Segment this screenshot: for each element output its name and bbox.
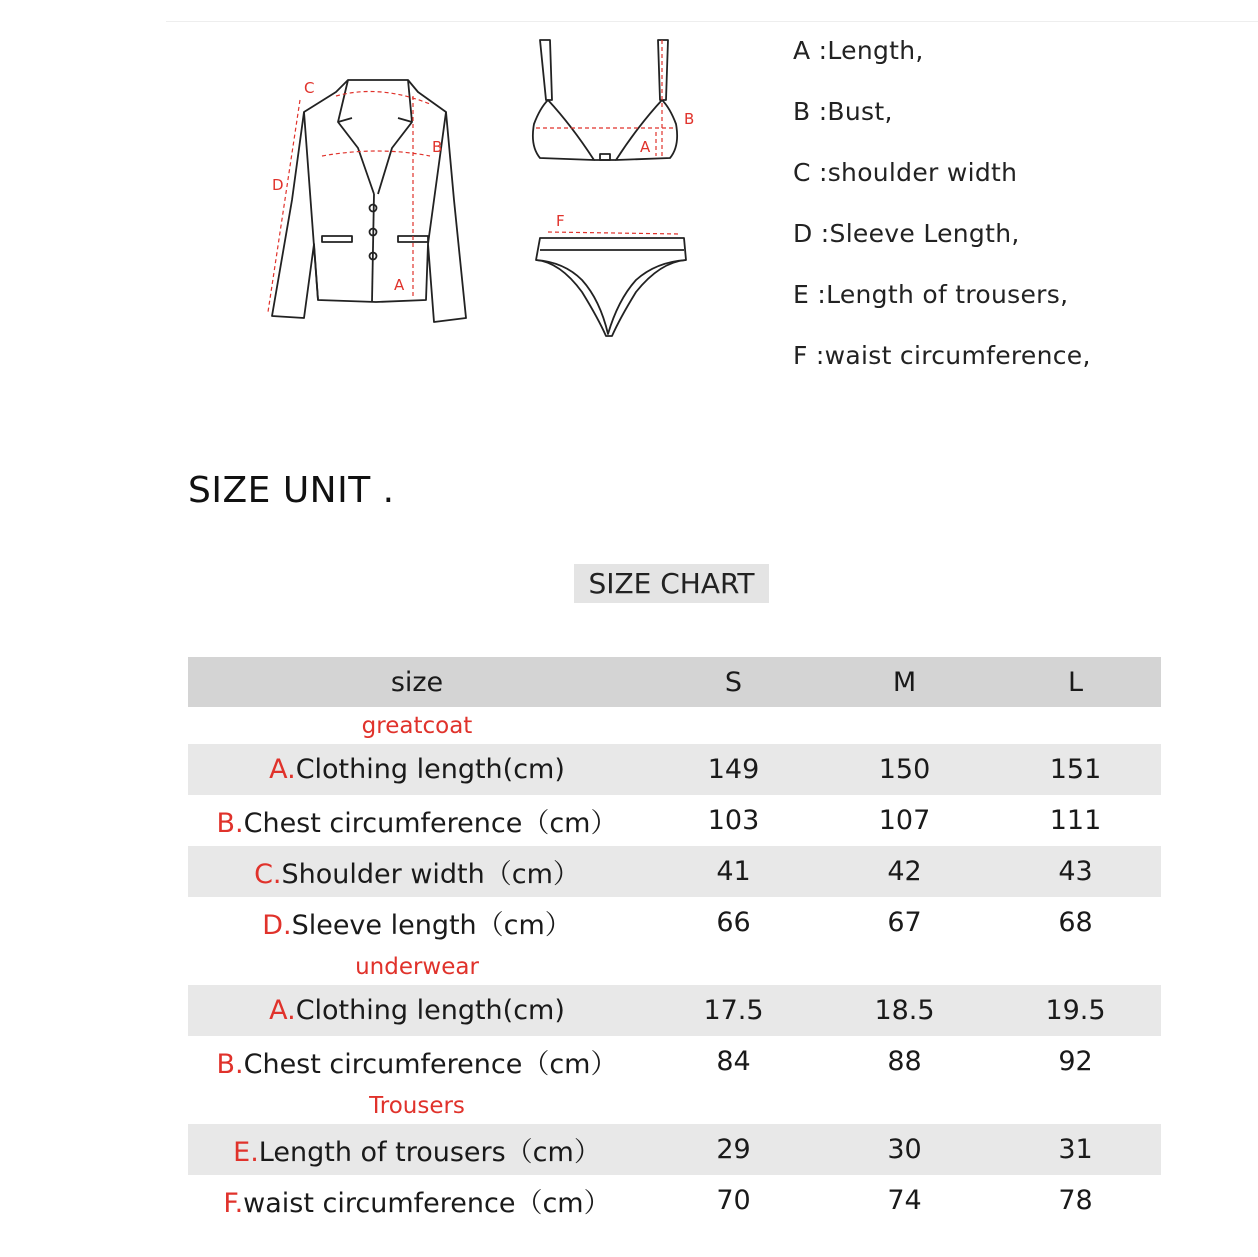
row-label-text: Chest circumference（cm）: [243, 808, 618, 839]
cell-l: 92: [1058, 1046, 1093, 1077]
jacket-labels: [272, 79, 442, 294]
cell-s: 84: [716, 1046, 751, 1077]
table-row: [188, 846, 1161, 897]
section-title: Trousers: [369, 1092, 465, 1119]
row-letter: A.: [269, 754, 296, 785]
row-label-text: Chest circumference（cm）: [243, 1049, 618, 1080]
garment-measurement-diagram: [240, 30, 720, 360]
table-row: [188, 985, 1161, 1036]
row-label-text: waist circumference（cm）: [243, 1188, 611, 1219]
jacket-label-a: A: [394, 276, 405, 294]
table-row: [188, 897, 1161, 948]
row-label: [188, 1130, 646, 1169]
table-row: [188, 1124, 1161, 1175]
header-size-l: L: [1067, 666, 1084, 698]
legend-item-f: F :waist circumference,: [793, 341, 1091, 370]
measurement-legend: [793, 33, 1233, 399]
row-letter: A.: [269, 995, 296, 1026]
size-unit-heading: SIZE UNIT .: [188, 470, 395, 511]
bra-measure-lines: [536, 40, 674, 158]
trousers-illustration: [536, 238, 686, 336]
row-label-text: Sleeve length（cm）: [291, 910, 572, 941]
header-size-s: S: [724, 666, 743, 698]
row-letter: F.: [223, 1188, 244, 1219]
section-title-row: [188, 948, 1161, 985]
cell-s: 17.5: [703, 995, 764, 1026]
row-label: [188, 801, 646, 840]
row-label: [188, 754, 646, 785]
cell-s: 66: [716, 907, 751, 938]
cell-l: 151: [1049, 754, 1102, 785]
table-row: [188, 1036, 1161, 1087]
jacket-label-d: D: [272, 176, 284, 194]
trousers-labels: [556, 212, 565, 230]
jacket-illustration: [272, 80, 466, 322]
header-size-label: size: [390, 666, 444, 698]
jacket-label-b: B: [432, 138, 443, 156]
section-title: greatcoat: [361, 712, 473, 739]
row-label-text: Clothing length(cm): [295, 754, 565, 785]
cell-l: 31: [1058, 1134, 1093, 1165]
bra-label-b: B: [684, 110, 695, 128]
cell-m: 67: [887, 907, 922, 938]
legend-item-a: A :Length,: [793, 36, 924, 65]
trousers-label-f: F: [556, 212, 565, 230]
top-divider: [166, 21, 1258, 22]
section-title-row: [188, 1087, 1161, 1124]
row-letter: C.: [254, 859, 282, 890]
row-letter: E.: [233, 1137, 259, 1168]
cell-m: 150: [878, 754, 931, 785]
cell-s: 29: [716, 1134, 751, 1165]
legend-item-d: D :Sleeve Length,: [793, 219, 1020, 248]
cell-s: 103: [707, 805, 760, 836]
section-title: underwear: [355, 953, 479, 980]
cell-s: 70: [716, 1185, 751, 1216]
cell-m: 107: [878, 805, 931, 836]
cell-l: 19.5: [1045, 995, 1106, 1026]
cell-m: 18.5: [874, 995, 935, 1026]
cell-l: 43: [1058, 856, 1093, 887]
trousers-measure-lines: [548, 232, 680, 234]
cell-m: 74: [887, 1185, 922, 1216]
row-label: [188, 1042, 646, 1081]
cell-l: 111: [1049, 805, 1102, 836]
jacket-label-c: C: [304, 79, 315, 97]
cell-s: 149: [707, 754, 760, 785]
legend-item-b: B :Bust,: [793, 97, 893, 126]
section-title-row: [188, 707, 1161, 744]
row-label-text: Length of trousers（cm）: [258, 1137, 601, 1168]
cell-l: 68: [1058, 907, 1093, 938]
size-chart-table: [188, 657, 1161, 1226]
row-label: [188, 995, 646, 1026]
row-letter: D.: [262, 910, 292, 941]
cell-l: 78: [1058, 1185, 1093, 1216]
row-letter: B.: [216, 808, 244, 839]
table-row: [188, 1175, 1161, 1226]
row-label-text: Shoulder width（cm）: [281, 859, 580, 890]
row-label: [188, 852, 646, 891]
legend-item-e: E :Length of trousers,: [793, 280, 1069, 309]
cell-m: 88: [887, 1046, 922, 1077]
header-size-m: M: [892, 666, 917, 698]
bra-label-a: A: [640, 138, 651, 156]
size-chart-title: SIZE CHART: [574, 564, 769, 603]
cell-m: 42: [887, 856, 922, 887]
cell-m: 30: [887, 1134, 922, 1165]
row-label-text: Clothing length(cm): [295, 995, 565, 1026]
row-letter: B.: [216, 1049, 244, 1080]
table-row: [188, 744, 1161, 795]
table-header-row: [188, 657, 1161, 707]
table-row: [188, 795, 1161, 846]
row-label: [188, 903, 646, 942]
cell-s: 41: [716, 856, 751, 887]
legend-item-c: C :shoulder width: [793, 158, 1018, 187]
row-label: [188, 1181, 646, 1220]
